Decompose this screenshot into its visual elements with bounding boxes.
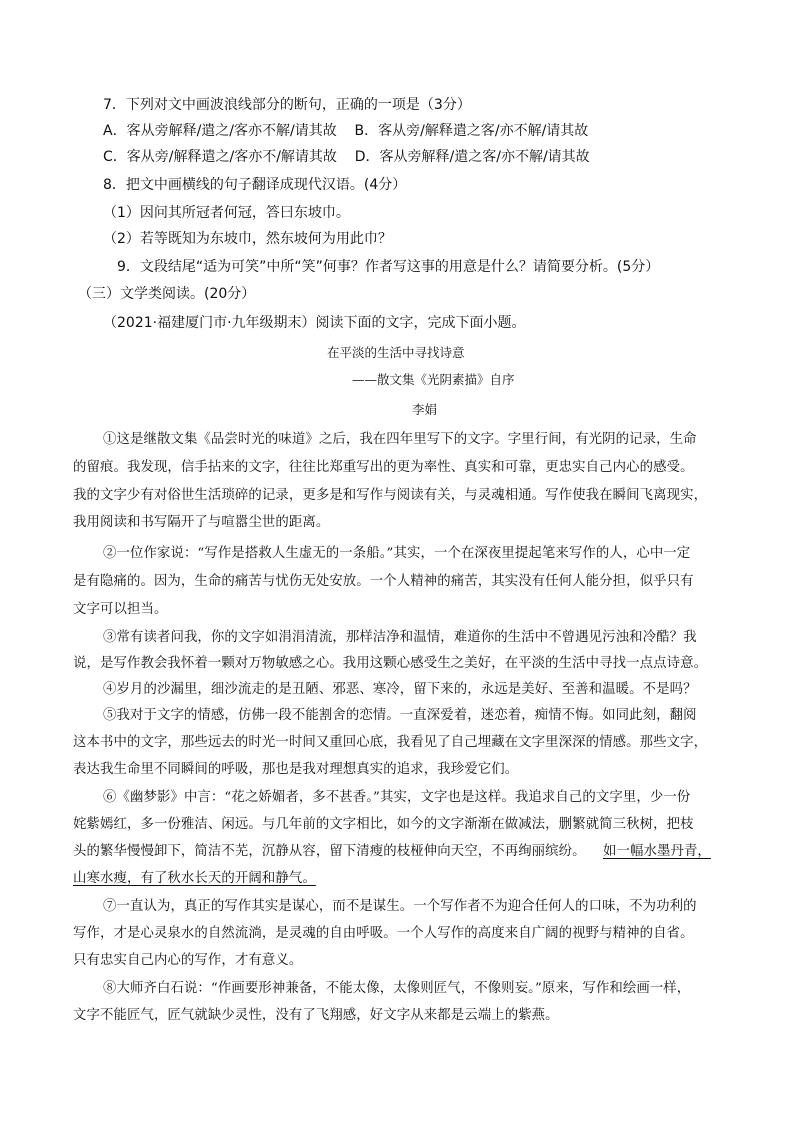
question-8-stem: 8．把文中画横线的句子翻译成现代汉语。(4分） [103,177,407,193]
paragraph-line: 是有隐痛的。因为，生命的痛苦与忧伤无处安放。一个人精神的痛苦，其实没有任何人能分担，似乎只有 [73,574,694,589]
paragraph-line: ⑤我对于文字的情感，仿佛一段不能割舍的恋情。一直深爱着，迷恋着，痴情不悔。如同此刻，翻阅 [103,708,697,723]
paragraph-line: ⑦一直认为，真正的写作其实是谋心，而不是谋生。一个写作者不为迎合任何人的口味，不为功利的 [103,899,697,914]
paragraph-line: ①这是继散文集《品尝时光的味道》之后，我在四年里写下的文字。字里行间，有光阴的记录，生命 [103,432,697,447]
paragraph-line: 姹紫嫣红，多一份雅洁、闲远。与几年前的文字相比，如今的文字渐渐在做减法，删繁就简三秋树，把枝 [73,817,694,832]
paragraph-line: 我的文字少有对俗世生活琐碎的记录，更多是和写作与阅读有关，与灵魂相通。写作使我在瞬间飞离现实， [73,488,708,503]
section-heading: （三）文学类阅读。(20分） [78,286,256,302]
question-9-stem: 9．文段结尾“适为可笑”中所“笑”何事？作者写这事的用意是什么？请简要分析。(5分） [117,259,660,275]
article-author: 李娟 [412,402,438,417]
question-7-options-ab: A．客从旁解释/遣之/客亦不解/请其故 B．客从旁/解释遣之客/亦不解/请其故 [103,123,589,139]
paragraph-line: 表达我生命里不同瞬间的呼吸，那也是我对理想真实的追求，我珍爱它们。 [73,762,519,777]
paragraph-line: ⑥《幽梦影》中言：“花之娇媚者，多不甚香。”其实，文字也是这样。我追求自己的文字里，少一份 [103,790,691,805]
paragraph-line: ③常有读者问我，你的文字如涓涓清流，那样洁净和温情，难道你的生活中不曾遇见污浊和冷酷？我 [103,630,697,645]
article-title: 在平淡的生活中寻找诗意 [327,345,465,360]
question-8-item-1: （1）因问其所冠者何冠，答曰东坡巾。 [103,205,350,221]
question-7-options-cd: C．客从旁/解释遣之/客亦不/解请其故 D．客从旁解释/遣之客/亦不解/请其故 [103,149,590,165]
paragraph-line: 只有忠实自己内心的写作，才有意义。 [73,953,303,968]
paragraph-line: 文字不能匠气，匠气就缺少灵性，没有了飞翔感，好文字从来都是云端上的紫燕。 [73,1008,559,1023]
paragraph-line: 头的繁华慢慢卸下，简洁不芜，沉静从容，留下清瘦的枝桠伸向天空，不再绚丽缤纷。 [73,844,586,859]
paragraph-line: 说，是写作教会我怀着一颗对万物敏感之心。我用这颗心感受生之美好，在平淡的生活中寻找一点点诗意。 [73,656,708,671]
paragraph-line: 我用阅读和书写隔开了与喧嚣尘世的距离。 [73,515,330,530]
question-8-item-2: （2）若等既知为东坡巾，然东坡何为用此巾？ [103,231,392,247]
paragraph-line: ⑧大师齐白石说：“作画要形神兼备，不能太像，太像则匠气，不像则妄。”原来，写作和绘画一样， [103,981,691,996]
section-intro: （2021·福建厦门市·九年级期末）阅读下面的文字，完成下面小题。 [103,315,526,331]
underlined-sentence: 山寒水瘦，有了秋水长天的开阔和静气。 [73,871,316,886]
paragraph-line: 的留痕。我发现，信手拈来的文字，往往比郑重写出的更为率性、真实和可靠，更忠实自己内心的感受。 [73,460,694,475]
question-7-stem: 7．下列对文中画波浪线部分的断句，正确的一项是（3分） [103,97,471,113]
paragraph-line: 写作，才是心灵泉水的自然流淌，是灵魂的自由呼吸。一个人写作的高度来自广阔的视野与精神的自省。 [73,926,694,941]
paragraph-line: 文字可以担当。 [73,602,168,617]
paragraph-line: ④岁月的沙漏里，细沙流走的是丑陋、邪恶、寒冷，留下来的，永远是美好、至善和温暖。不是吗？ [103,682,697,697]
underlined-sentence: 如一幅水墨丹青， [603,844,711,859]
paragraph-line: 这本书中的文字，那些远去的时光一时间又重回心底，我看见了自己埋藏在文字里深深的情感。那些文字， [73,735,708,750]
article-subtitle: ——散文集《光阴素描》自序 [352,372,515,387]
paragraph-line: ②一位作家说：“写作是搭救人生虚无的一条船。”其实，一个在深夜里提起笔来写作的人，心中一定 [103,546,691,561]
